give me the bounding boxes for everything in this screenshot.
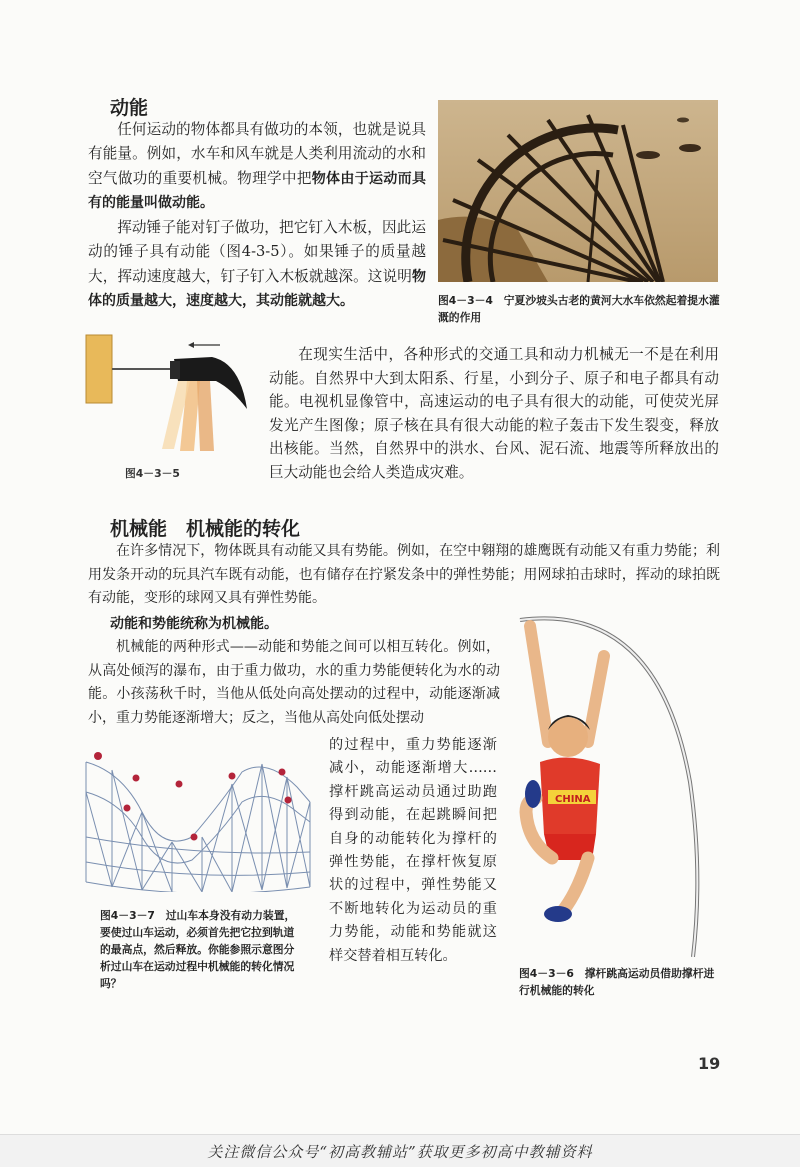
section2-para1-text: 在许多情况下，物体既具有动能又具有势能。例如，在空中翱翔的雄鹰既有动能又有重力势能；利用发条开动的玩具汽车既有动能，也有储存在拧紧发条中的弹性势能；用网球拍击球时，挥动的球拍既有动能，变形的球网又具有弹性势能。 — [88, 543, 720, 607]
para3-text: 在现实生活中，各种形式的交通工具和动力机械无一不是在利用动能。自然界中大到太阳系、行星，小到分子、原子和电子都具有动能。电视机显像管中，高速运动的电子具有很大的动能，可使荧光屏发光产生图像；原子核在具有很大动能的粒子轰击下发生裂变，释放出核能。当然，自然界中的洪水、台风、泥石流、地震等所释放出的巨大动能也会给人类造成灾难。 — [269, 346, 719, 481]
mechanical-energy-definition: 动能和势能统称为机械能。 — [110, 616, 278, 632]
roller-coaster-illustration — [82, 742, 314, 892]
figure-4-3-7-caption: 图4－3－7 过山车本身没有动力装置，要使过山车运动，必须首先把它拉到轨道的最高点，然后释放。你能参照示意图分析过山车在运动过程中机械能的转化情况吗？ — [100, 909, 296, 990]
figure-4-3-4-caption: 图4－3－4 宁夏沙坡头古老的黄河大水车依然起着提水灌溉的作用 — [438, 294, 720, 324]
section-title-kinetic-energy: 动能 — [110, 97, 149, 119]
kinetic-energy-paragraph-3 — [269, 343, 719, 485]
water-wheel-photo — [438, 100, 718, 282]
section2-para2-text: 机械能的两种形式——动能和势能之间可以相互转化。例如，从高处倾泻的瀑布，由于重力做功，水的重力势能便转化为水的动能。小孩荡秋千时，当他从低处向高处摆动的过程中，动能逐渐减小，重力势能逐渐增大；反之，当他从高处向低处摆动 — [88, 639, 500, 726]
para1-text: 任何运动的物体都具有做功的本领，也就是说具有能量。例如，水车和风车就是人类利用流动的水和空气做功的重要机械。物理学中把 — [88, 121, 426, 187]
section-title-mechanical-energy: 机械能 机械能的转化 — [110, 518, 301, 540]
page-number: 19 — [698, 1054, 721, 1073]
pole-vaulter-illustration — [508, 612, 713, 957]
figure-4-3-5-caption: 图4－3－5 — [125, 467, 180, 480]
shirt-text: CHINA — [555, 794, 591, 805]
kinetic-energy-conclusion: 物体的质量越大，速度越大，其动能就越大。 — [88, 268, 426, 310]
kinetic-energy-paragraph-1 — [88, 118, 426, 216]
footer-banner — [0, 1134, 800, 1167]
mechanical-energy-paragraph-2 — [88, 636, 500, 730]
kinetic-energy-definition: 物体由于运动而具有的能量叫做动能。 — [88, 170, 426, 212]
mechanical-energy-paragraph-2-continued: 的过程中，重力势能逐渐减小，动能逐渐增大……撑杆跳高运动员通过助跑得到动能，在起跳瞬间把自身的动能转化为撑杆的弹性势能，在撑杆恢复原状的过程中，弹性势能又不断地转化为运动员的重力势能，动能和势能就这样交替着相互转化。 — [329, 737, 497, 964]
figure-4-3-6-caption: 图4－3－6 撑杆跳高运动员借助撑杆进行机械能的转化 — [519, 967, 715, 997]
mechanical-energy-paragraph-1 — [88, 540, 720, 611]
para2-text: 挥动锤子能对钉子做功，把它钉入木板，因此运动的锤子具有动能（图4-3-5）。如果锤子的质量越大，挥动速度越大，钉子钉入木板就越深。这说明 — [88, 219, 426, 285]
hammer-nail-illustration — [82, 333, 252, 453]
footer-text: 关注微信公众号“初高教辅站”获取更多初高中教辅资料 — [207, 1143, 593, 1161]
kinetic-energy-paragraph-2 — [88, 216, 426, 314]
